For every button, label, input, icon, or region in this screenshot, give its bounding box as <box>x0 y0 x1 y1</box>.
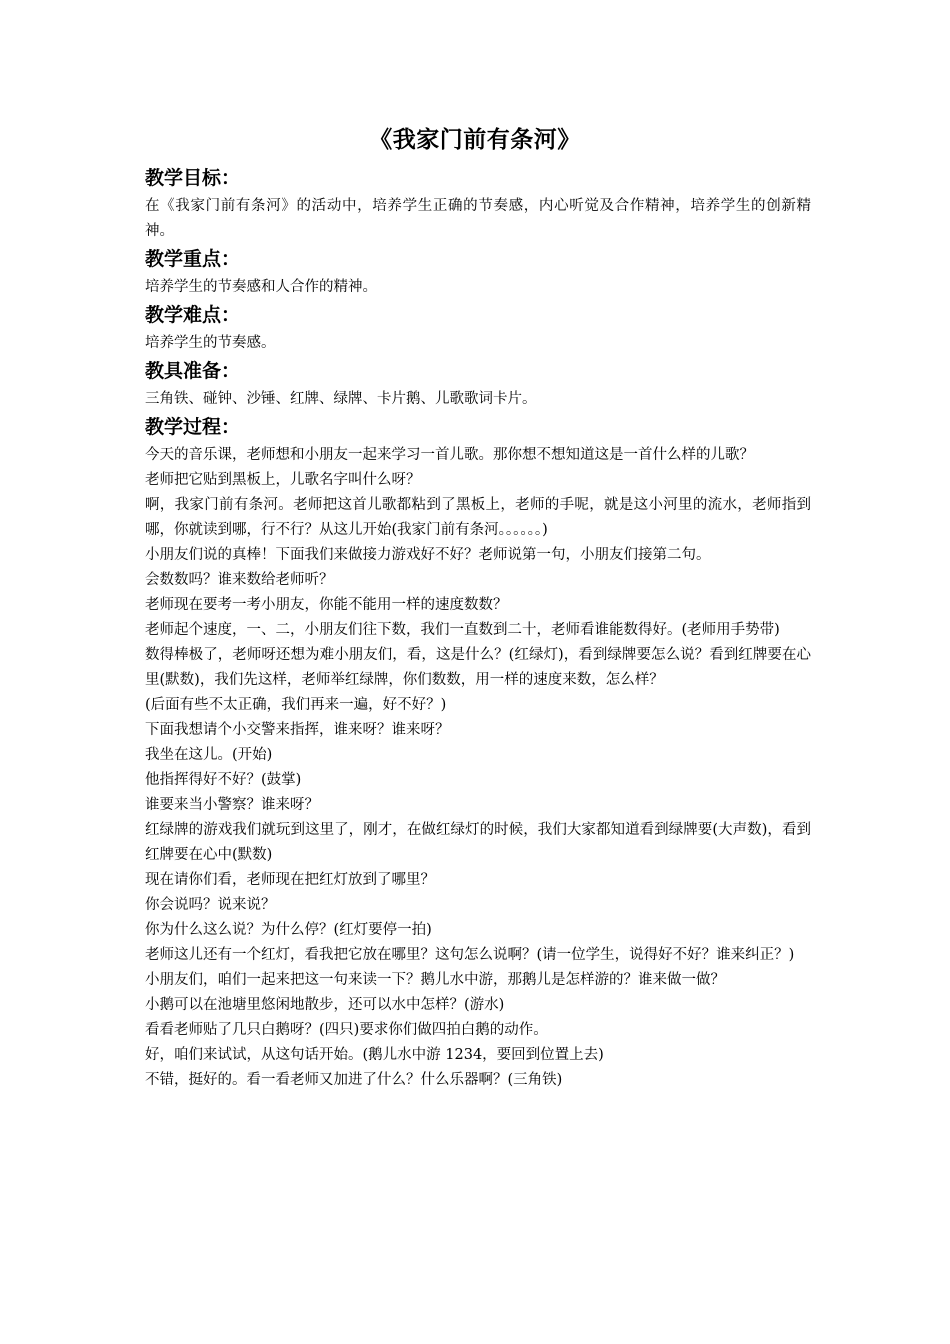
paragraph: 老师把它贴到黑板上，儿歌名字叫什么呀？ <box>145 472 421 488</box>
paragraph: 培养学生的节奏感和人合作的精神。 <box>145 279 377 295</box>
section-heading: 教具准备： <box>145 360 241 382</box>
section-heading: 教学过程： <box>145 416 241 438</box>
paragraph: 会数数吗？谁来数给老师听？ <box>145 572 334 588</box>
section-heading: 教学难点： <box>145 304 241 326</box>
paragraph: (后面有些不太正确，我们再来一遍，好不好？) <box>145 697 447 713</box>
paragraph: 你会说吗？说来说？ <box>145 897 276 913</box>
section-heading: 教学目标： <box>145 167 241 189</box>
paragraph: 好，咱们来试试，从这句话开始。(鹅儿水中游 1234，要回到位置上去) <box>145 1047 604 1063</box>
section-process <box>145 412 811 1093</box>
paragraph: 培养学生的节奏感。 <box>145 335 276 351</box>
section-difficulties <box>145 300 811 356</box>
paragraph: 看看老师贴了几只白鹅呀？(四只)要求你们做四拍白鹅的动作。 <box>145 1022 548 1038</box>
paragraph: 他指挥得好不好？(鼓掌) <box>145 772 302 788</box>
paragraph: 老师起个速度，一、二，小朋友们往下数，我们一直数到二十，老师看谁能数得好。(老师用手势带) <box>145 622 780 638</box>
paragraph: 谁要来当小警察？谁来呀？ <box>145 797 319 813</box>
paragraph: 你为什么这么说？为什么停？(红灯要停一拍) <box>145 922 432 938</box>
paragraph: 小朋友们说的真棒！下面我们来做接力游戏好不好？老师说第一句，小朋友们接第二句。 <box>145 547 711 563</box>
paragraph: 数得棒极了，老师呀还想为难小朋友们，看，这是什么？(红绿灯)，看到绿牌要怎么说？看到红牌要在心里(默数)，我们先这样，老师举红绿牌，你们数数，用一样的速度来数，怎么样？ <box>145 647 811 688</box>
document-body <box>145 163 811 1093</box>
paragraph: 下面我想请个小交警来指挥，谁来呀？谁来呀？ <box>145 722 450 738</box>
paragraph: 我坐在这儿。(开始) <box>145 747 273 763</box>
paragraph: 今天的音乐课，老师想和小朋友一起来学习一首儿歌。那你想不想知道这是一首什么样的儿歌？ <box>145 447 754 463</box>
paragraph: 在《我家门前有条河》的活动中，培养学生正确的节奏感，内心听觉及合作精神，培养学生的创新精神。 <box>145 198 811 239</box>
section-materials <box>145 356 811 412</box>
paragraph: 老师现在要考一考小朋友，你能不能用一样的速度数数？ <box>145 597 508 613</box>
paragraph: 现在请你们看，老师现在把红灯放到了哪里？ <box>145 872 435 888</box>
paragraph: 啊，我家门前有条河。老师把这首儿歌都粘到了黑板上，老师的手呢，就是这小河里的流水，老师指到哪，你就读到哪，行不行？从这儿开始(我家门前有条河。。。。。。) <box>145 497 811 538</box>
section-key-points <box>145 244 811 300</box>
document-title: 《我家门前有条河》 <box>369 126 581 153</box>
section-heading: 教学重点： <box>145 248 241 270</box>
paragraph: 老师这儿还有一个红灯，看我把它放在哪里？这句怎么说啊？(请一位学生，说得好不好？谁来纠正？) <box>145 947 795 963</box>
paragraph: 小朋友们，咱们一起来把这一句来读一下？鹅儿水中游，那鹅儿是怎样游的？谁来做一做？ <box>145 972 725 988</box>
paragraph: 小鹅可以在池塘里悠闲地散步，还可以水中怎样？(游水) <box>145 997 505 1013</box>
section-teaching-goals <box>145 163 811 244</box>
paragraph: 三角铁、碰钟、沙锤、红牌、绿牌、卡片鹅、儿歌歌词卡片。 <box>145 391 537 407</box>
paragraph: 不错，挺好的。看一看老师又加进了什么？什么乐器啊？(三角铁) <box>145 1072 563 1088</box>
paragraph: 红绿牌的游戏我们就玩到这里了，刚才，在做红绿灯的时候，我们大家都知道看到绿牌要(大声数)，看到红牌要在心中(默数) <box>145 822 811 863</box>
